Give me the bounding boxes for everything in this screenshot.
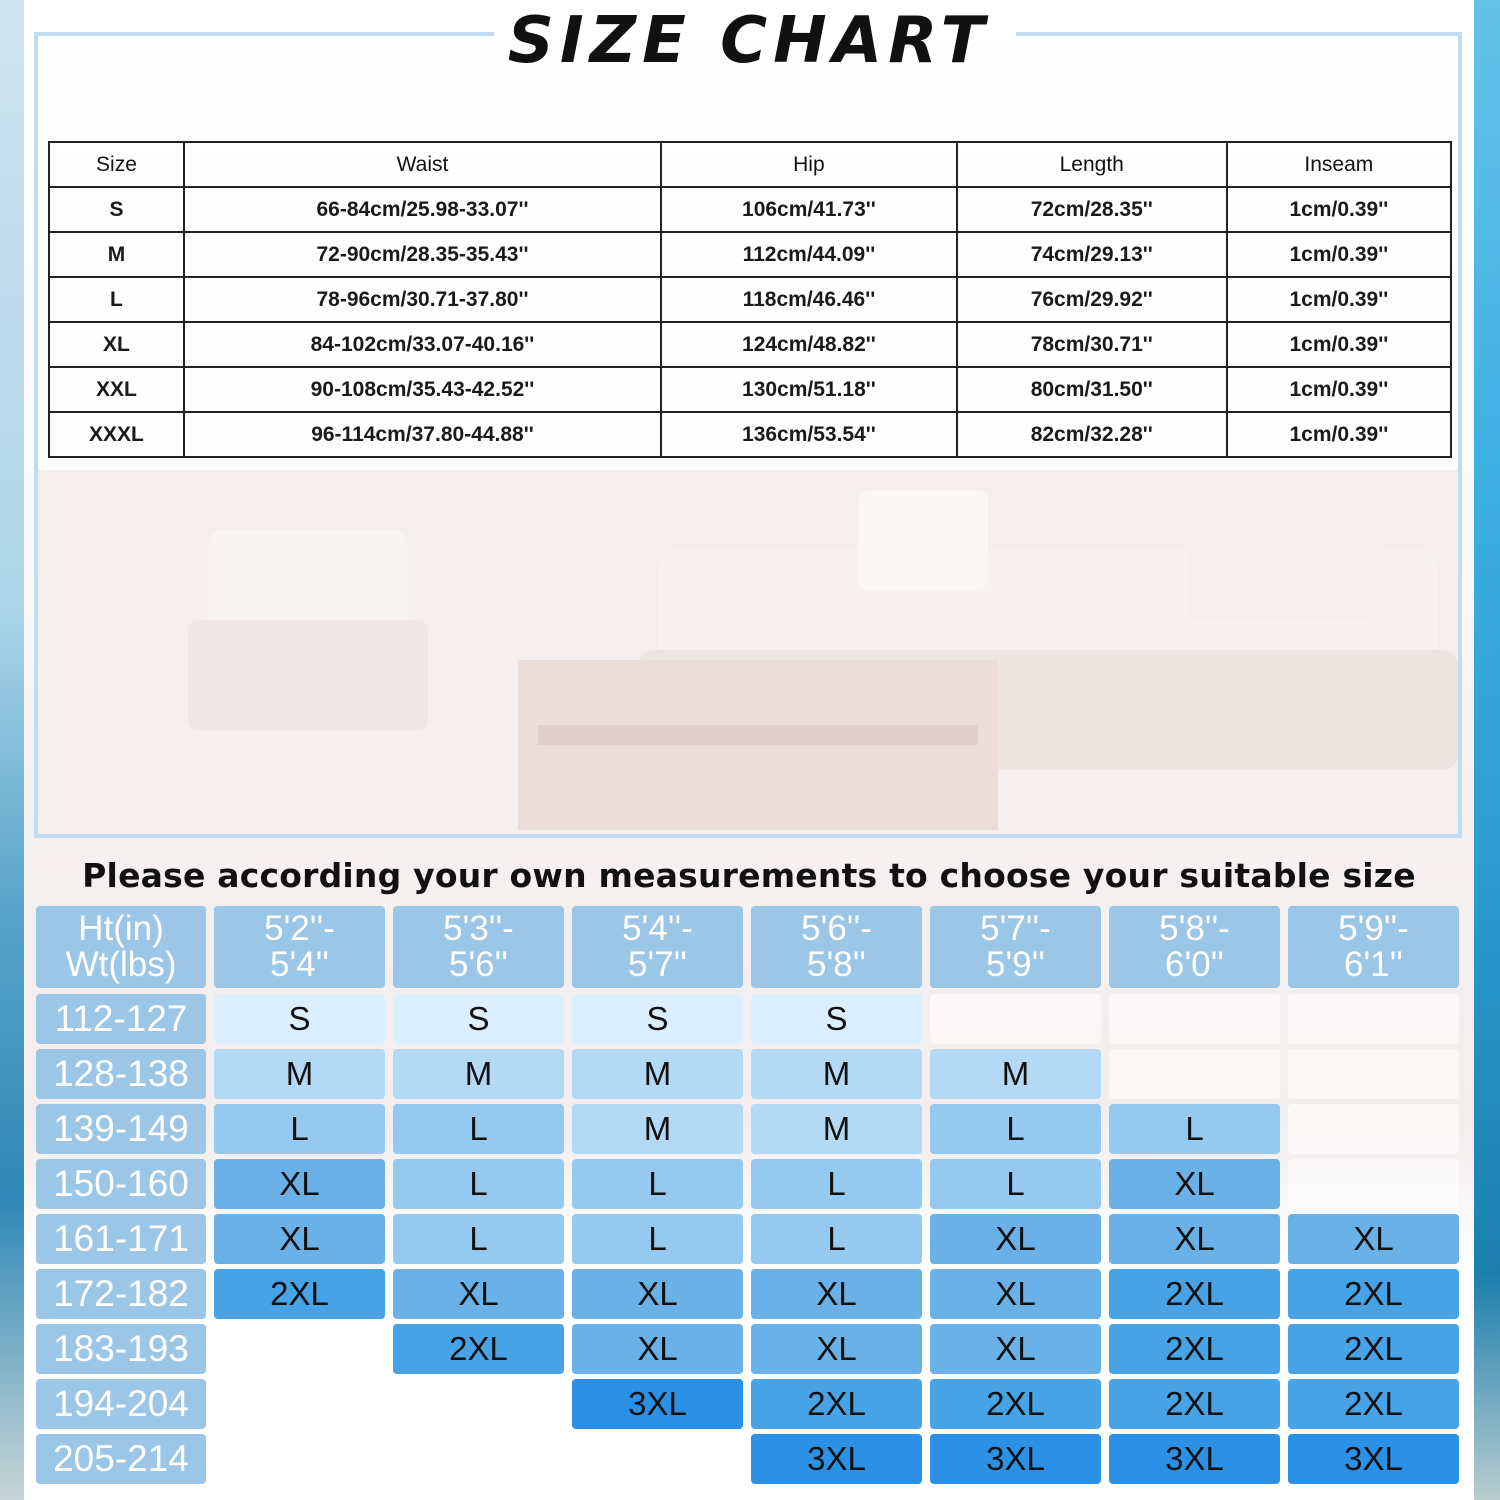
height-header-label: 5'7'': [628, 945, 687, 984]
weight-row-label: 128-138: [36, 1049, 206, 1099]
size-cell: M: [930, 1049, 1101, 1099]
size-cell: XL: [930, 1324, 1101, 1374]
size-cell: 2XL: [1288, 1379, 1459, 1429]
size-cell: 2XL: [751, 1379, 922, 1429]
weight-row-label: 139-149: [36, 1104, 206, 1154]
table-cell-waist: 66-84cm/25.98-33.07'': [184, 187, 661, 232]
table-cell-size: XXXL: [49, 412, 184, 457]
table-cell-size: XXL: [49, 367, 184, 412]
empty-cell: [1109, 994, 1280, 1044]
weight-row-label: 172-182: [36, 1269, 206, 1319]
size-cell: XL: [1288, 1214, 1459, 1264]
empty-cell: [1288, 994, 1459, 1044]
table-row: [49, 367, 1451, 412]
height-header-label: 6'0'': [1165, 945, 1224, 984]
table-cell-inseam: 1cm/0.39'': [1227, 187, 1451, 232]
table-cell-hip: 136cm/53.54'': [661, 412, 957, 457]
size-cell: S: [214, 994, 385, 1044]
table-cell-length: 82cm/32.28'': [957, 412, 1227, 457]
size-cell: L: [214, 1104, 385, 1154]
weight-row-label: 205-214: [36, 1434, 206, 1484]
corner-header-label: Ht(in): [78, 909, 164, 948]
size-cell: 2XL: [1288, 1324, 1459, 1374]
size-cell: 3XL: [930, 1434, 1101, 1484]
height-header-cell: [930, 906, 1101, 988]
weight-row-label: 112-127: [36, 994, 206, 1044]
size-cell: L: [393, 1159, 564, 1209]
size-cell: L: [751, 1214, 922, 1264]
table-cell-size: L: [49, 277, 184, 322]
size-cell: 3XL: [572, 1379, 743, 1429]
height-header-label: 5'6'': [449, 945, 508, 984]
size-cell: 2XL: [1109, 1379, 1280, 1429]
table-cell-waist: 90-108cm/35.43-42.52'': [184, 367, 661, 412]
table-cell-inseam: 1cm/0.39'': [1227, 232, 1451, 277]
empty-cell: [393, 1379, 564, 1429]
size-cell: XL: [572, 1324, 743, 1374]
size-cell: XL: [930, 1214, 1101, 1264]
table-cell-hip: 118cm/46.46'': [661, 277, 957, 322]
height-header-cell: [572, 906, 743, 988]
table-cell-waist: 72-90cm/28.35-35.43'': [184, 232, 661, 277]
height-header-label: 5'7''-: [980, 909, 1051, 948]
size-cell: S: [572, 994, 743, 1044]
empty-cell: [214, 1324, 385, 1374]
measurement-table: [48, 141, 1452, 458]
size-cell: S: [393, 994, 564, 1044]
size-cell: XL: [751, 1324, 922, 1374]
size-cell: 2XL: [214, 1269, 385, 1319]
table-row: [49, 322, 1451, 367]
size-cell: L: [930, 1159, 1101, 1209]
size-cell: 2XL: [1109, 1324, 1280, 1374]
size-cell: 2XL: [930, 1379, 1101, 1429]
weight-row-label: 150-160: [36, 1159, 206, 1209]
height-header-cell: [214, 906, 385, 988]
table-cell-length: 78cm/30.71'': [957, 322, 1227, 367]
size-cell: 2XL: [1288, 1269, 1459, 1319]
table-cell-size: M: [49, 232, 184, 277]
table-row: [49, 232, 1451, 277]
size-cell: XL: [214, 1214, 385, 1264]
size-cell: 3XL: [751, 1434, 922, 1484]
empty-cell: [214, 1379, 385, 1429]
instruction-text: Please according your own measurements to choose your suitable size: [82, 856, 1416, 895]
chart-title: SIZE CHART: [507, 4, 991, 78]
table-row: [49, 187, 1451, 232]
table-cell-hip: 130cm/51.18'': [661, 367, 957, 412]
table-cell-inseam: 1cm/0.39'': [1227, 412, 1451, 457]
size-cell: M: [572, 1049, 743, 1099]
size-cell: L: [393, 1214, 564, 1264]
table-cell-waist: 78-96cm/30.71-37.80'': [184, 277, 661, 322]
size-cell: L: [572, 1159, 743, 1209]
height-header-label: 5'4'': [270, 945, 329, 984]
size-cell: M: [572, 1104, 743, 1154]
height-header-label: 5'9'': [986, 945, 1045, 984]
height-header-cell: [393, 906, 564, 988]
height-header-label: 5'2''-: [264, 909, 335, 948]
beach-background-left: [0, 0, 26, 1500]
size-cell: L: [1109, 1104, 1280, 1154]
empty-cell: [572, 1434, 743, 1484]
size-cell: XL: [1109, 1159, 1280, 1209]
size-cell: M: [214, 1049, 385, 1099]
corner-header-cell: [36, 906, 206, 988]
table-cell-size: XL: [49, 322, 184, 367]
size-cell: 3XL: [1109, 1434, 1280, 1484]
size-cell: XL: [393, 1269, 564, 1319]
table-cell-hip: 106cm/41.73'': [661, 187, 957, 232]
measurement-header-row: [49, 142, 1451, 187]
height-header-label: 5'3''-: [443, 909, 514, 948]
size-cell: M: [751, 1049, 922, 1099]
table-cell-hip: 112cm/44.09'': [661, 232, 957, 277]
weight-row-label: 161-171: [36, 1214, 206, 1264]
size-cell: 3XL: [1288, 1434, 1459, 1484]
column-header-waist: Waist: [184, 142, 661, 187]
table-cell-length: 76cm/29.92'': [957, 277, 1227, 322]
table-row: [49, 412, 1451, 457]
height-header-label: 6'1'': [1344, 945, 1403, 984]
table-cell-length: 80cm/31.50'': [957, 367, 1227, 412]
table-cell-length: 72cm/28.35'': [957, 187, 1227, 232]
size-cell: XL: [930, 1269, 1101, 1319]
table-cell-waist: 96-114cm/37.80-44.88'': [184, 412, 661, 457]
table-row: [49, 277, 1451, 322]
height-header-label: 5'8''-: [1159, 909, 1230, 948]
size-cell: L: [393, 1104, 564, 1154]
table-cell-waist: 84-102cm/33.07-40.16'': [184, 322, 661, 367]
empty-cell: [1288, 1049, 1459, 1099]
corner-header-label: Wt(lbs): [65, 945, 177, 984]
size-cell: XL: [214, 1159, 385, 1209]
column-header-length: Length: [957, 142, 1227, 187]
table-cell-size: S: [49, 187, 184, 232]
size-cell: 2XL: [1109, 1269, 1280, 1319]
empty-cell: [393, 1434, 564, 1484]
table-cell-inseam: 1cm/0.39'': [1227, 367, 1451, 412]
size-cell: 2XL: [393, 1324, 564, 1374]
height-header-cell: [1109, 906, 1280, 988]
column-header-hip: Hip: [661, 142, 957, 187]
table-cell-length: 74cm/29.13'': [957, 232, 1227, 277]
size-cell: XL: [1109, 1214, 1280, 1264]
size-cell: L: [572, 1214, 743, 1264]
column-header-inseam: Inseam: [1227, 142, 1451, 187]
table-cell-inseam: 1cm/0.39'': [1227, 322, 1451, 367]
height-header-cell: [751, 906, 922, 988]
empty-cell: [1288, 1104, 1459, 1154]
size-cell: M: [751, 1104, 922, 1154]
size-cell: XL: [572, 1269, 743, 1319]
height-header-label: 5'8'': [807, 945, 866, 984]
size-cell: L: [751, 1159, 922, 1209]
height-header-label: 5'6''-: [801, 909, 872, 948]
size-cell: S: [751, 994, 922, 1044]
size-chart-panel: [24, 0, 1474, 1500]
weight-row-label: 194-204: [36, 1379, 206, 1429]
height-header-label: 5'4''-: [622, 909, 693, 948]
empty-cell: [930, 994, 1101, 1044]
weight-row-label: 183-193: [36, 1324, 206, 1374]
beach-background-right: [1472, 0, 1500, 1500]
height-header-label: 5'9''-: [1338, 909, 1409, 948]
height-header-cell: [1288, 906, 1459, 988]
size-cell: L: [930, 1104, 1101, 1154]
column-header-size: Size: [49, 142, 184, 187]
empty-cell: [1109, 1049, 1280, 1099]
empty-cell: [1288, 1159, 1459, 1209]
size-cell: XL: [751, 1269, 922, 1319]
size-cell: M: [393, 1049, 564, 1099]
table-cell-inseam: 1cm/0.39'': [1227, 277, 1451, 322]
empty-cell: [214, 1434, 385, 1484]
table-cell-hip: 124cm/48.82'': [661, 322, 957, 367]
